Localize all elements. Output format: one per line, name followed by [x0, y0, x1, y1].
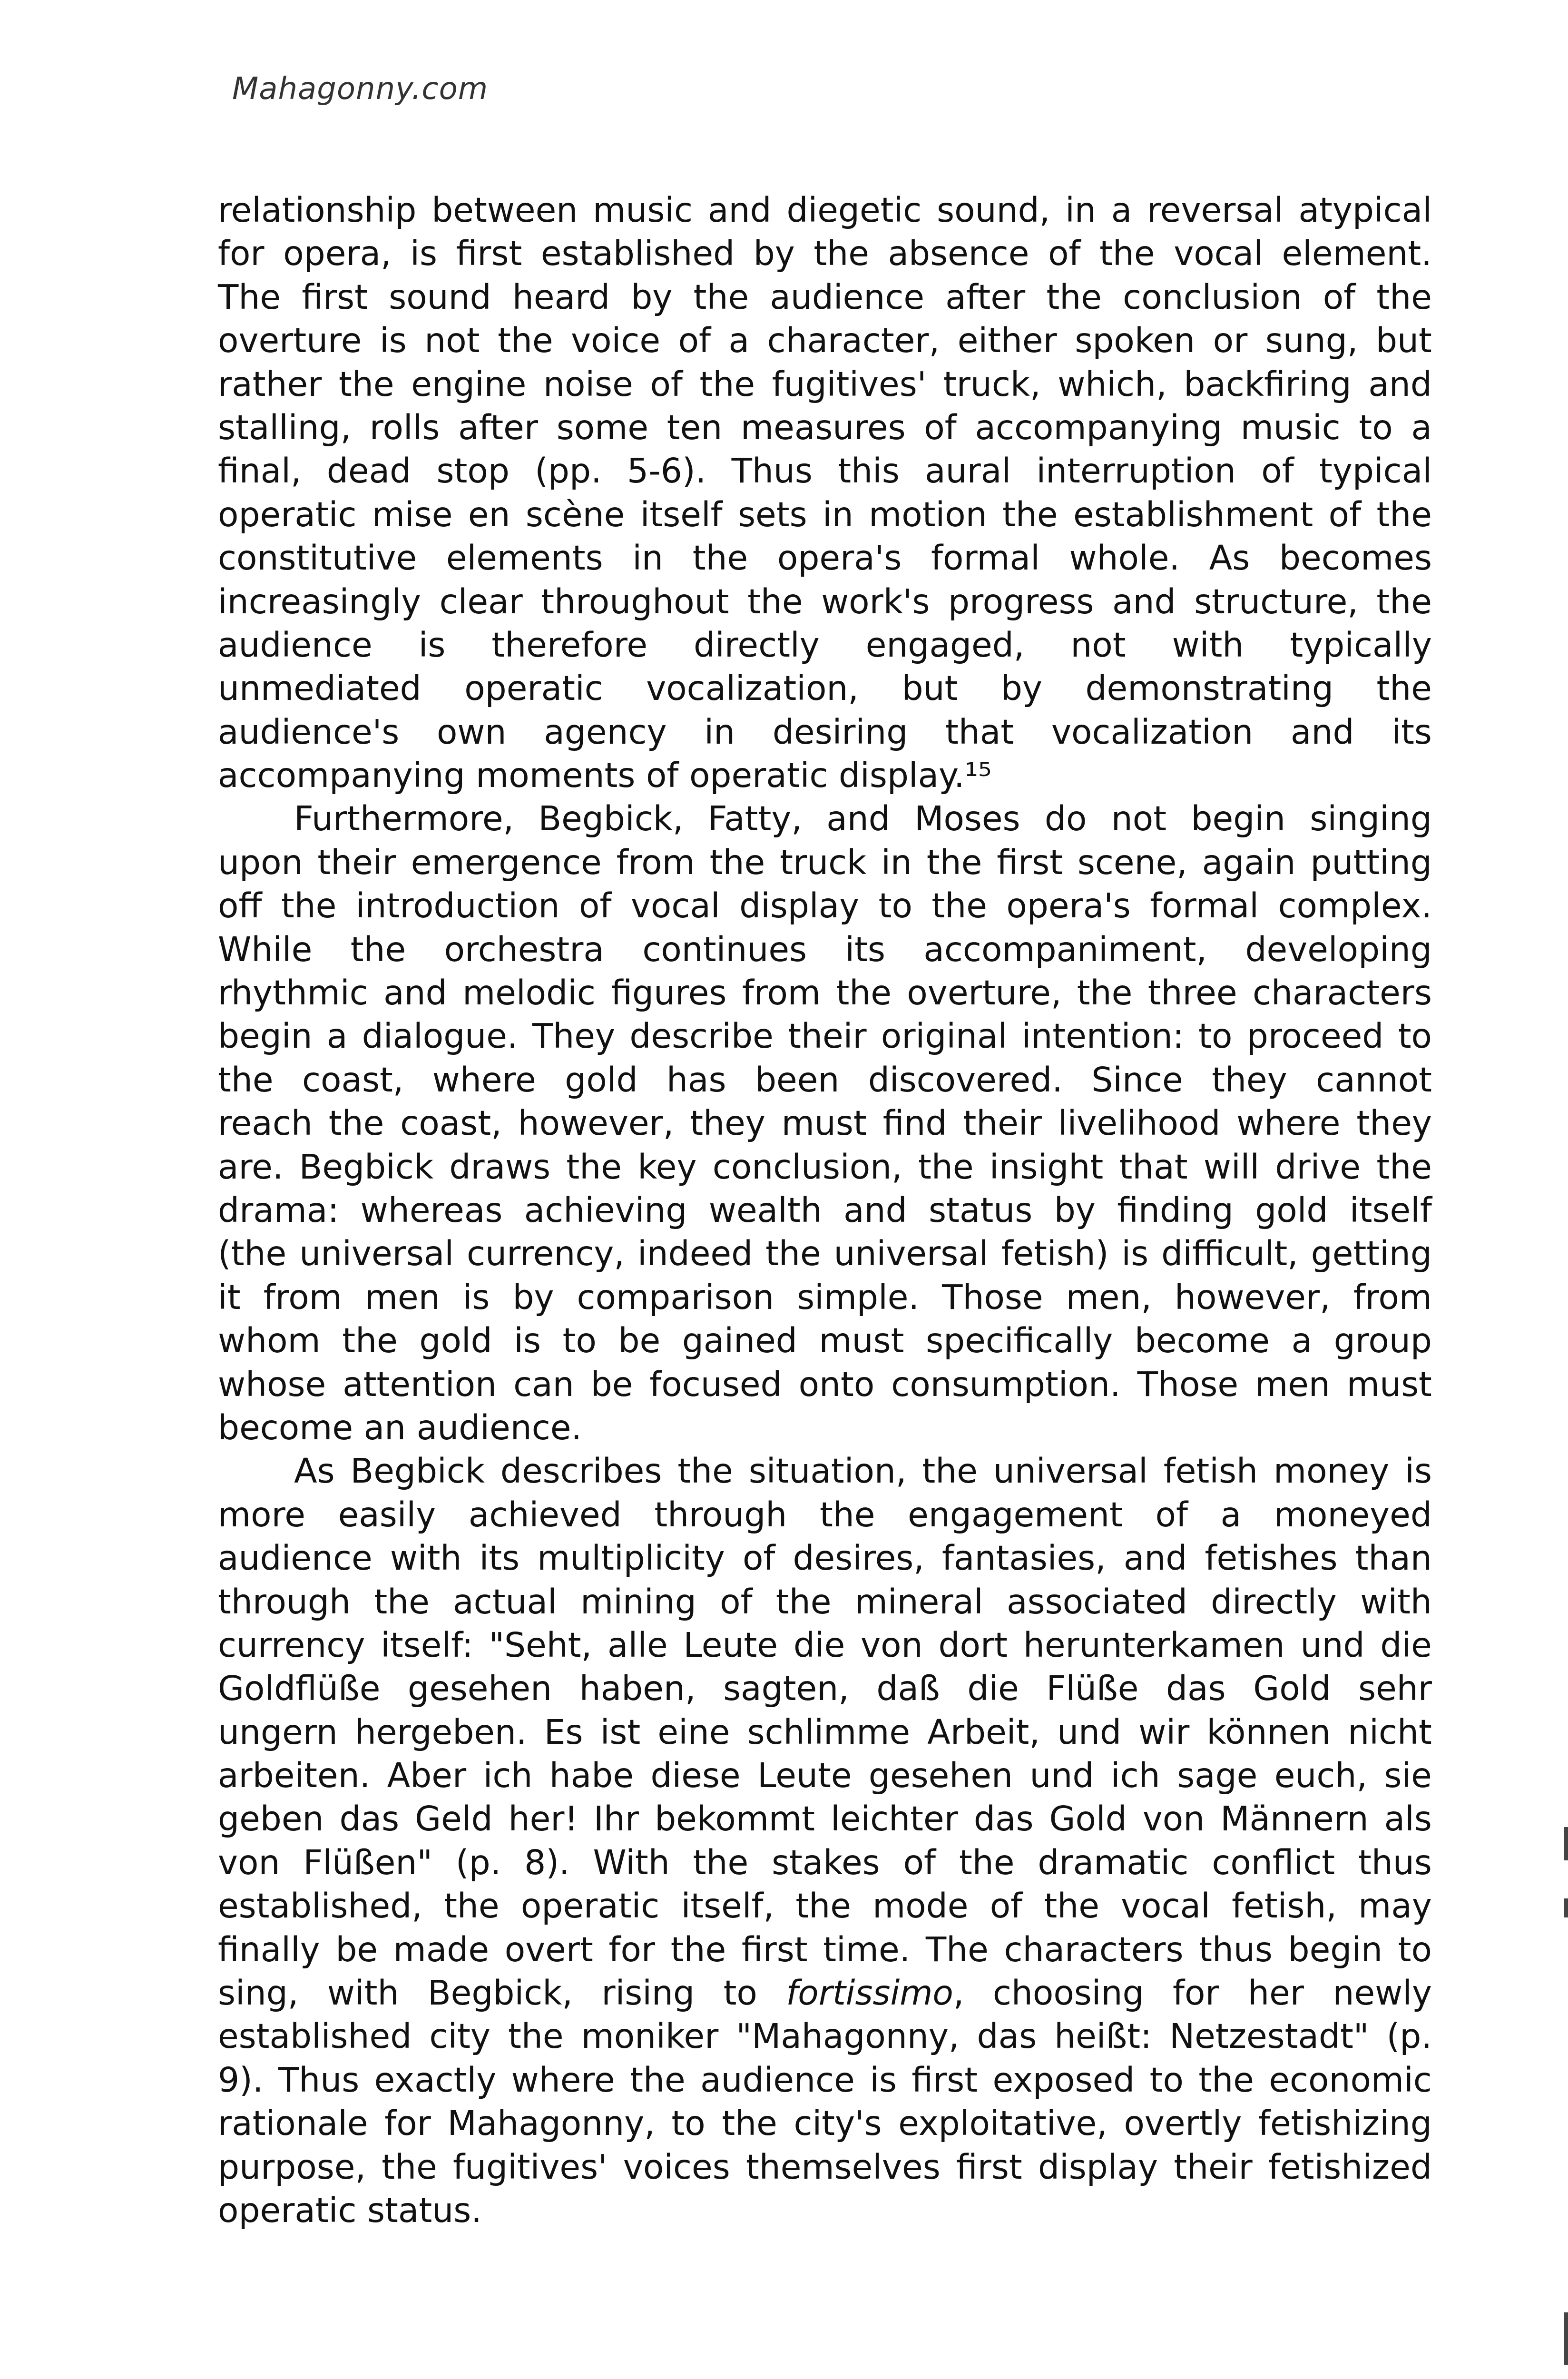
text-line: increasingly clear throughout the work's progress and structure, the	[218, 581, 1432, 621]
text-line: whom the gold is to be gained must specifically become a group	[218, 1321, 1432, 1361]
scan-edge-mark	[1564, 1827, 1568, 1860]
text-line: geben das Geld her! Ihr bekommt leichter das Gold von Männern als	[218, 1799, 1432, 1839]
text-line: begin a dialogue. They describe their original intention: to proceed to	[218, 1016, 1432, 1056]
scan-edge-mark	[1564, 1898, 1568, 1917]
text-line: As Begbick describes the situation, the universal fetish money is	[294, 1451, 1432, 1491]
text-line: whose attention can be focused onto consumption. Those men must	[218, 1364, 1432, 1404]
text-line: reach the coast, however, they must find their livelihood where they	[218, 1103, 1432, 1143]
text-line: currency itself: "Seht, alle Leute die von dort herunterkamen und die	[218, 1625, 1432, 1665]
text-line: Goldflüße gesehen haben, sagten, daß die Flüße das Gold sehr	[218, 1669, 1432, 1709]
text-line: established, the operatic itself, the mode of the vocal fetish, may	[218, 1886, 1432, 1926]
text-line: finally be made overt for the first time. The characters thus begin to	[218, 1929, 1432, 1969]
scan-edge-mark	[1564, 2312, 1568, 2365]
running-title: Mahagonny.com	[232, 71, 489, 107]
text-line: established city the moniker "Mahagonny, das heißt: Netzestadt" (p.	[218, 2016, 1432, 2056]
text-line: 9). Thus exactly where the audience is first exposed to the economic	[218, 2060, 1432, 2100]
text-line: rationale for Mahagonny, to the city's exploitative, overtly fetishizing	[218, 2104, 1432, 2143]
italic-term: fortissimo	[786, 1973, 953, 2013]
text-line: sing, with Begbick, rising to fortissimo, choosing for her newly	[218, 1973, 1432, 2013]
text-line: off the introduction of vocal display to the opera's formal complex.	[218, 886, 1432, 926]
text-line: through the actual mining of the mineral associated directly with	[218, 1582, 1432, 1622]
text-line: While the orchestra continues its accompaniment, developing	[218, 929, 1432, 969]
text-line: accompanying moments of operatic display.¹⁵	[218, 756, 992, 796]
text-line: overture is not the voice of a character, either spoken or sung, but	[218, 321, 1432, 361]
text-line: rather the engine noise of the fugitives' truck, which, backfiring and	[218, 364, 1432, 404]
text-line: rhythmic and melodic figures from the overture, the three characters	[218, 973, 1432, 1013]
text-line: purpose, the fugitives' voices themselves first display their fetishized	[218, 2147, 1432, 2187]
body-text	[218, 188, 1432, 2232]
text-line: relationship between music and diegetic sound, in a reversal atypical	[218, 190, 1432, 230]
text-line: von Flüßen" (p. 8). With the stakes of the dramatic conflict thus	[218, 1842, 1432, 1882]
text-line: for opera, is first established by the absence of the vocal element.	[218, 234, 1432, 274]
text-line: audience with its multiplicity of desires, fantasies, and fetishes than	[218, 1538, 1432, 1578]
text-line: (the universal currency, indeed the universal fetish) is difficult, getting	[218, 1234, 1432, 1274]
text-line: operatic mise en scène itself sets in motion the establishment of the	[218, 494, 1432, 534]
text-line: stalling, rolls after some ten measures of accompanying music to a	[218, 407, 1432, 447]
text-line: Furthermore, Begbick, Fatty, and Moses do not begin singing	[294, 799, 1432, 839]
text-line: final, dead stop (pp. 5-6). Thus this aural interruption of typical	[218, 451, 1432, 491]
text-line: The first sound heard by the audience after the conclusion of the	[218, 277, 1432, 317]
text-line: more easily achieved through the engagement of a moneyed	[218, 1494, 1432, 1534]
text-line: it from men is by comparison simple. Those men, however, from	[218, 1277, 1432, 1317]
text-line: upon their emergence from the truck in the first scene, again putting	[218, 842, 1432, 882]
text-line: constitutive elements in the opera's formal whole. As becomes	[218, 538, 1432, 578]
text-line: arbeiten. Aber ich habe diese Leute gesehen und ich sage euch, sie	[218, 1756, 1432, 1796]
text-line: become an audience.	[218, 1407, 582, 1447]
text-line: the coast, where gold has been discovered. Since they cannot	[218, 1060, 1432, 1100]
text-line: are. Begbick draws the key conclusion, the insight that will drive the	[218, 1147, 1432, 1187]
text-line: audience is therefore directly engaged, not with typically	[218, 625, 1432, 665]
text-line: unmediated operatic vocalization, but by demonstrating the	[218, 668, 1432, 708]
text-line: audience's own agency in desiring that vocalization and its	[218, 712, 1432, 752]
text-line: drama: whereas achieving wealth and status by finding gold itself	[218, 1190, 1432, 1230]
text-line: ungern hergeben. Es ist eine schlimme Arbeit, und wir können nicht	[218, 1712, 1432, 1752]
text-line: operatic status.	[218, 2190, 482, 2230]
